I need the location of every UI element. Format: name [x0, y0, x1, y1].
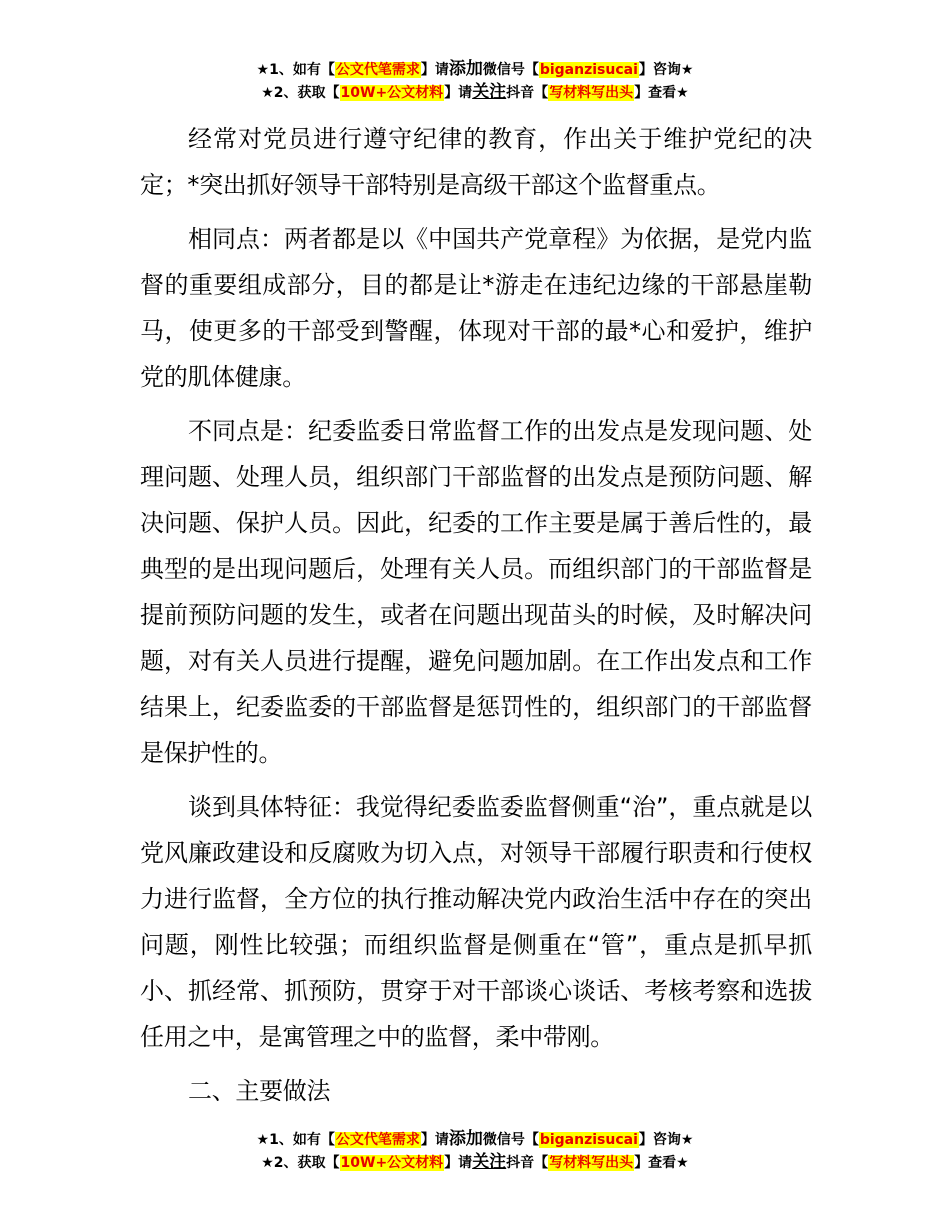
footer-banner — [0, 1128, 950, 1174]
paragraph-3: 不同点是：纪委监委日常监督工作的出发点是发现问题、处理问题、处理人员，组织部门干部监督的出发点是预防问题、解决问题、保护人员。因此，纪委的工作主要是属于善后性的，最典型的是出现问题后，处理有关人员。而组织部门的干部监督是提前预防问题的发生，或者在问题出现苗头的时候，及时解决问题，对有关人员进行提醒，避免问题加剧。在工作出发点和工作结果上，纪委监委的干部监督是惩罚性的，组织部门的干部监督是保护性的。 — [140, 417, 812, 767]
highlight-wechat-id: biganzisucai — [539, 62, 638, 78]
highlight-materials: 10W+公文材料 — [340, 85, 444, 101]
paragraph-4: 谈到具体特征：我觉得纪委监委监督侧重“治”，重点就是以党风廉政建设和反腐败为切入点，对领导干部履行职责和行使权力进行监督，全方位的执行推动解决党内政治生活中存在的突出问题，刚性比较强；而组织监督是侧重在“管”，重点是抓早抓小、抓经常、抓预防，贯穿于对干部谈心谈话、考核考察和选拔任用之中，是寓管理之中的监督，柔中带刚。 — [140, 793, 812, 1051]
paragraph-2: 相同点：两者都是以《中国共产党章程》为依据，是党内监督的重要组成部分，目的都是让*游走在违纪边缘的干部悬崖勒马，使更多的干部受到警醒，体现对干部的最*心和爱护，维护党的肌体健康。 — [140, 225, 812, 391]
highlight-wechat-id: biganzisucai — [539, 1132, 638, 1148]
section-heading: 二、主要做法 — [188, 1077, 331, 1105]
highlight-douyin: 写材料写出头 — [549, 85, 634, 101]
banner-line-1: ★1、如有【公文代笔需求】请添加微信号【biganzisucai】咨询★ — [256, 59, 694, 79]
highlight-materials: 10W+公文材料 — [340, 1155, 444, 1171]
header-banner — [0, 58, 950, 104]
paragraph-1: 经常对党员进行遵守纪律的教育，作出关于维护党纪的决定；*突出抓好领导干部特别是高级干部这个监督重点。 — [140, 125, 812, 199]
highlight-service: 公文代笔需求 — [335, 1132, 420, 1148]
banner-line-2: ★2、获取【10W+公文材料】请关注抖音【写材料写出头】查看★ — [261, 82, 689, 102]
banner-line-2: ★2、获取【10W+公文材料】请关注抖音【写材料写出头】查看★ — [261, 1152, 689, 1172]
banner-line-1: ★1、如有【公文代笔需求】请添加微信号【biganzisucai】咨询★ — [256, 1129, 694, 1149]
highlight-service: 公文代笔需求 — [335, 62, 420, 78]
highlight-douyin: 写材料写出头 — [549, 1155, 634, 1171]
document-body — [140, 116, 812, 1122]
